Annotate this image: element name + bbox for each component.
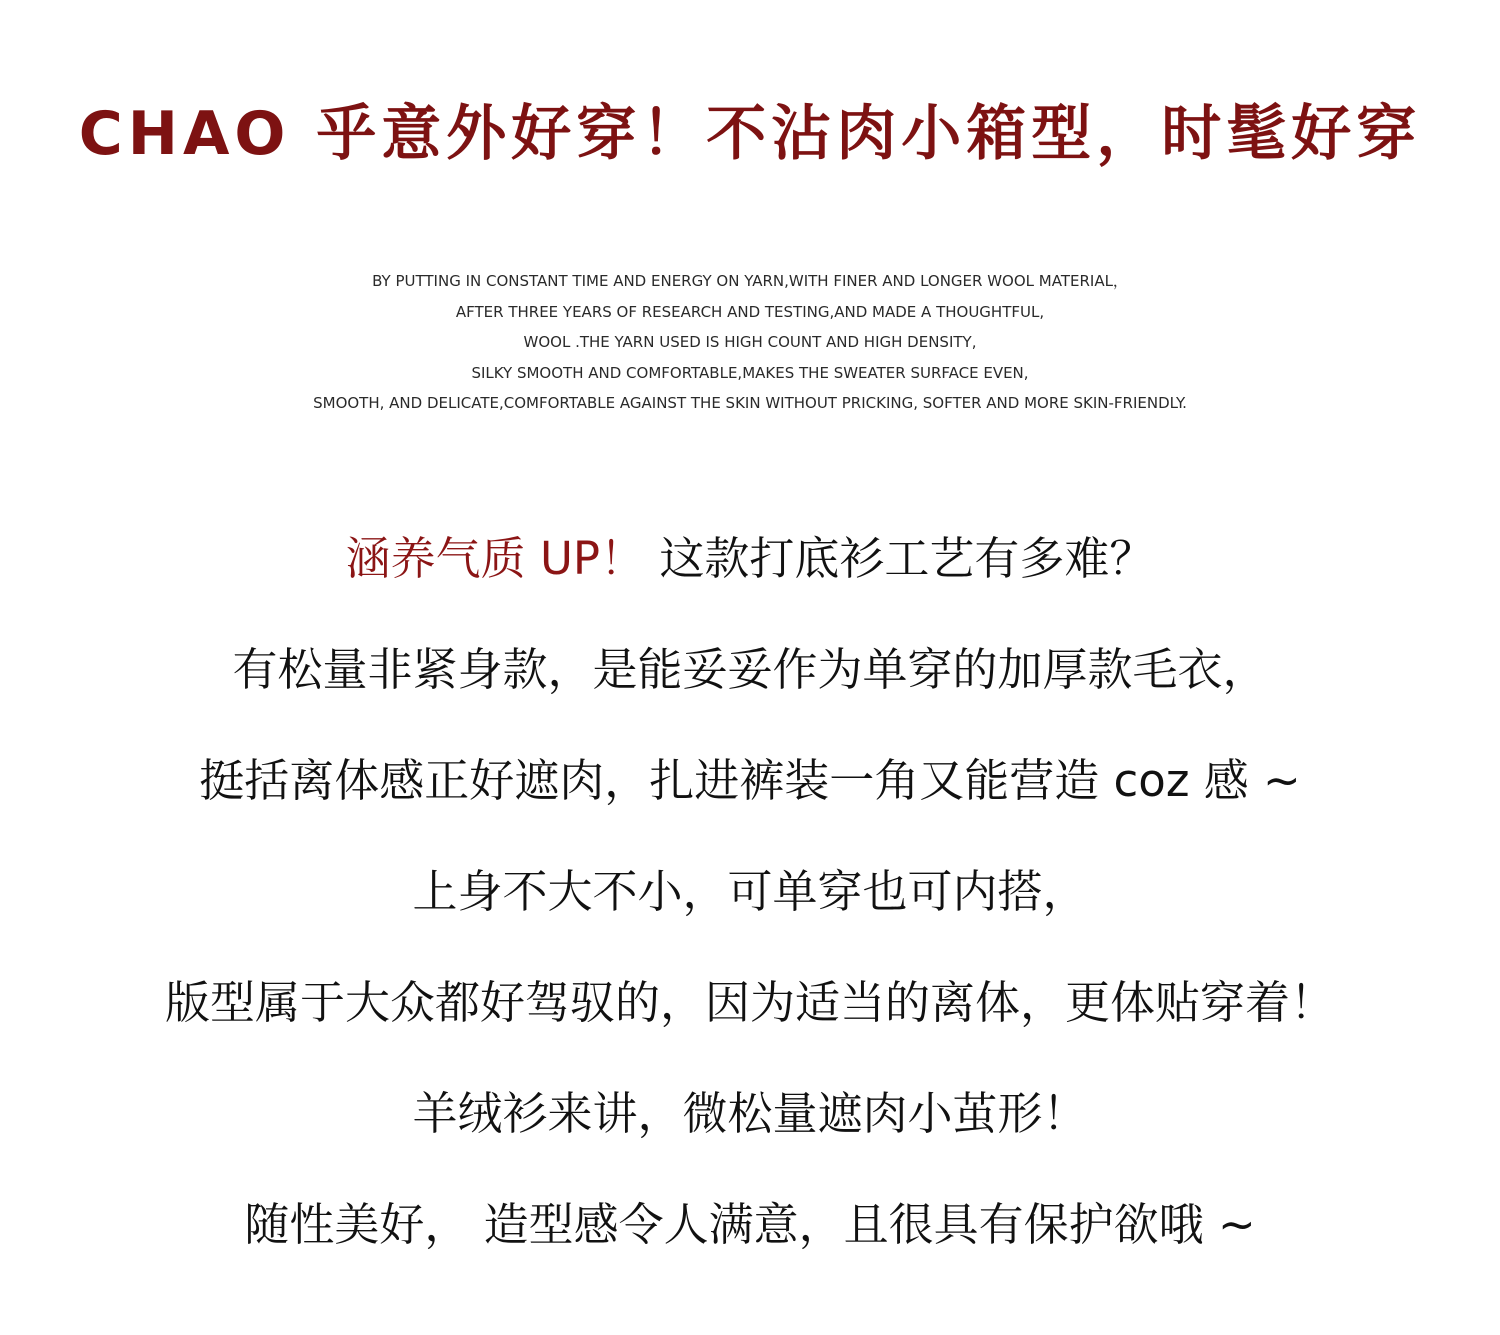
english-description — [0, 266, 1500, 419]
body-line: 有松量非紧身款，是能妥妥作为单穿的加厚款毛衣， — [232, 643, 1268, 696]
english-line: AFTER THREE YEARS OF RESEARCH AND TESTING,AND MADE A THOUGHTFUL, — [455, 302, 1045, 321]
english-line: WOOL .THE YARN USED IS HIGH COUNT AND HIGH DENSITY, — [523, 333, 977, 351]
body-line: 上身不大不小，可单穿也可内搭， — [412, 865, 1088, 918]
intro-line — [0, 503, 1500, 614]
english-line: SILKY SMOOTH AND COMFORTABLE,MAKES THE SWEATER SURFACE EVEN, — [471, 363, 1029, 382]
body-line: 羊绒衫来讲，微松量遮肉小茧形！ — [412, 1087, 1088, 1140]
chinese-description — [0, 503, 1500, 1280]
page-headline: CHAO 乎意外好穿！不沾肉小箱型，时髦好穿 — [78, 99, 1422, 169]
english-line: BY PUTTING IN CONSTANT TIME AND ENERGY ON YARN,WITH FINER AND LONGER WOOL MATERIAL， — [372, 272, 1128, 290]
body-line: 随性美好， 造型感令人满意，且很具有保护欲哦 ~ — [244, 1198, 1256, 1251]
body-line: 挺括离体感正好遮肉，扎进裤装一角又能营造 coz 感 ~ — [199, 754, 1301, 807]
english-line: SMOOTH, AND DELICATE,COMFORTABLE AGAINST THE SKIN WITHOUT PRICKING, SOFTER AND MORE SKIN-FRIENDLY. — [313, 394, 1187, 412]
intro-question-text: 这款打底衫工艺有多难？ — [645, 532, 1155, 585]
body-line: 版型属于大众都好驾驭的，因为适当的离体，更体贴穿着！ — [164, 976, 1335, 1029]
intro-accent-text: 涵养气质 UP！ — [345, 532, 646, 585]
